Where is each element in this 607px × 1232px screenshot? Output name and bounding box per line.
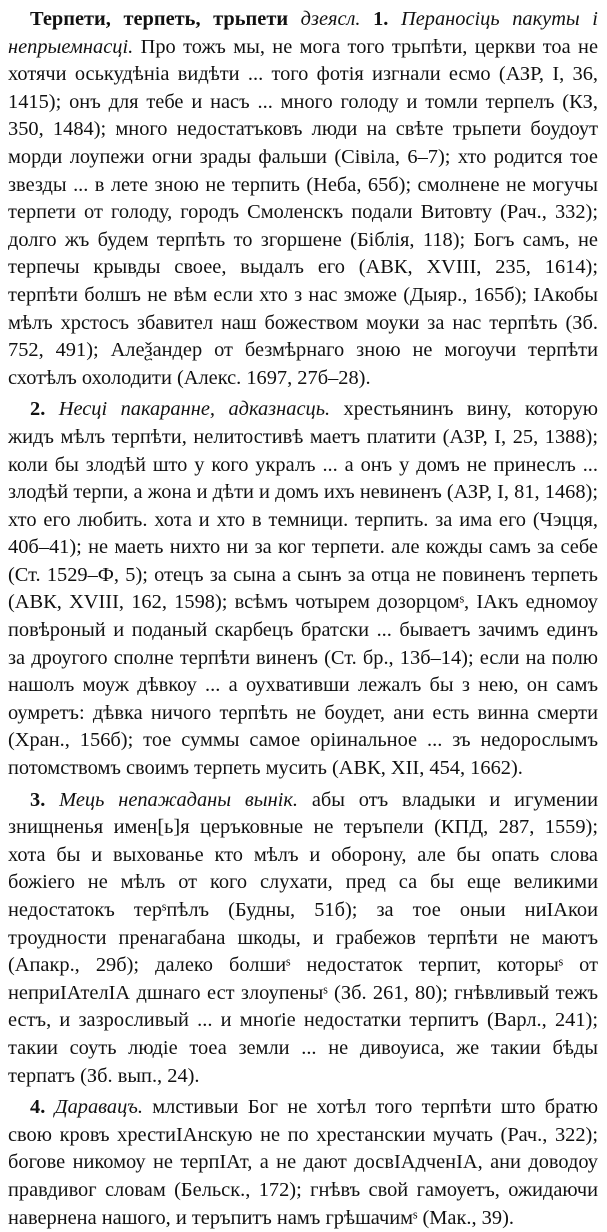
sense-4-paragraph: [8, 1094, 598, 1232]
sense-number: 2.: [30, 398, 46, 421]
sense-number: 3.: [30, 788, 46, 811]
sense-3-paragraph: [8, 787, 598, 1091]
sense-definition: Мець непажаданы вынік.: [59, 788, 298, 811]
sense-text: млстивыи Бог не хотѣл того терпѣти што братю свою кровъ хрестиІАнскую не по хрестанскии мучать (Рач., 322); богове никомоу не терпІАт, а не дают досвІАдченІА, ани доводоу правдивог словам (Бельск., 172); гнѣвъ свой гамоуетъ, ожидаючи навернена нашого, и теръпитъ намъ грѣшачимˢ (Мак., 39).: [8, 1096, 598, 1229]
sense-1-paragraph: [8, 6, 598, 392]
sense-number: 1.: [373, 8, 389, 30]
sense-definition: Даравацъ.: [54, 1096, 143, 1119]
sense-text: абы отъ владыки и игумении знищненья имен[ь]я церъковные не теръпели (КПД, 287, 1559); хота бы и выхованье кто мѣлъ и оборону, але бы опать слова божіего не мѣлъ от кого слухати, пред са бы еще великими недостатокъ терˢпѣлъ (Будны, 51б); за тое оныи ниІАкои троудности пренагабана шкоды, и грабежов терпѣти не маютъ (Апакр., 29б); далеко болшиˢ недостаток терпит, которыˢ от неприІАтелІА дшнаго ест злоупеныˢ (Зб. 261, 80); гнѣвливый тежъ естъ, и зазросливый ... и мноґіе недостатки терпитъ (Варл., 241); такии соуть людіе тоеа земли ... не дивоуиса, же такии бѣды терпатъ (Зб. вып., 24).: [8, 788, 598, 1087]
grammar-label: дзеясл.: [300, 8, 361, 30]
sense-2-paragraph: [8, 396, 598, 782]
sense-text: хрестьянинъ вину, которую жидъ мѣлъ терпѣти, нелитостивѣ маетъ платити (АЗР, І, 25, 1388); коли бы злодѣй што у кого укралъ ... а онъ у домъ не принеслъ ... злодѣй терпи, а жона и дѣти и домъ ихъ невиненъ (АЗР, І, 81, 1468); хто его любить. хота и хто в темници. терпить. за има его (Чэцця, 40б–41); не маеть нихто ни за ког терпети. але кожды самъ за себе (Ст. 1529–Ф, 5); отецъ за сына а сынъ за отца не повиненъ терпеть (АВК, XVIII, 162, 1598); всѣмъ чотырем дозорцомˢ, ІАкъ едномоу повѣроный и поданый скарбецъ братски ... бываетъ зачимъ единъ за дроугого сполне терпѣти виненъ (Ст. бр., 13б–14); если на полю нашолъ моуж дѣвкоу ... а оухвативши лежалъ бы з нею, он самъ оумретъ: дѣвка ничого терпѣть не боудет, ани есть винна смерти (Хран., 156б); тое суммы самое оріинальное ... зъ недорослымъ потомствомъ своимъ терпеть мусить (АВК, XII, 454, 1662).: [8, 398, 598, 780]
sense-definition: Несці пакаранне, адказнасць.: [58, 398, 331, 421]
sense-definition: Пераносіць пакуты і непрыемнасці.: [8, 8, 598, 58]
sense-number: 4.: [30, 1096, 46, 1119]
sense-text: Про тожъ мы, не мога того трьпѣти, церкви тоа не хотячи оськудѣніа видѣти ... того фотія изгнали есмо (АЗР, І, 36, 1415); онъ для тебе и насъ ... много голоду и томли терпелъ (КЗ, 350, 1484); много недостатъковъ люди на свѣте трьпети боудоут морди лоупежи огни зрады фальши (Сівіла, 6–7); хто родится тое звезды ... в лете зною не терпить (Неба, 65б); смолнене не могучы терпети от голоду, городъ Смоленскъ подали Витовту (Рач., 332); долго жъ будем терпѣть то згоршене (Біблія, 118); Богъ самъ, не терпечы крывды своее, выдалъ его (АВК, XVIII, 235, 1614); терпѣти болшъ не вѣм если хто з нас зможе (Дыяр., 165б); ІАкобы мѣлъ хрстосъ збавител наш божеством моуки за нас терпѣть (Зб. 752, 491); Алеѯандер от безмѣрнаго зною не могоучи терпѣти схотѣлъ охолодити (Алекс. 1697, 27б–28).: [8, 35, 598, 389]
headword: Терпети, терпеть, трьпети: [30, 8, 289, 30]
